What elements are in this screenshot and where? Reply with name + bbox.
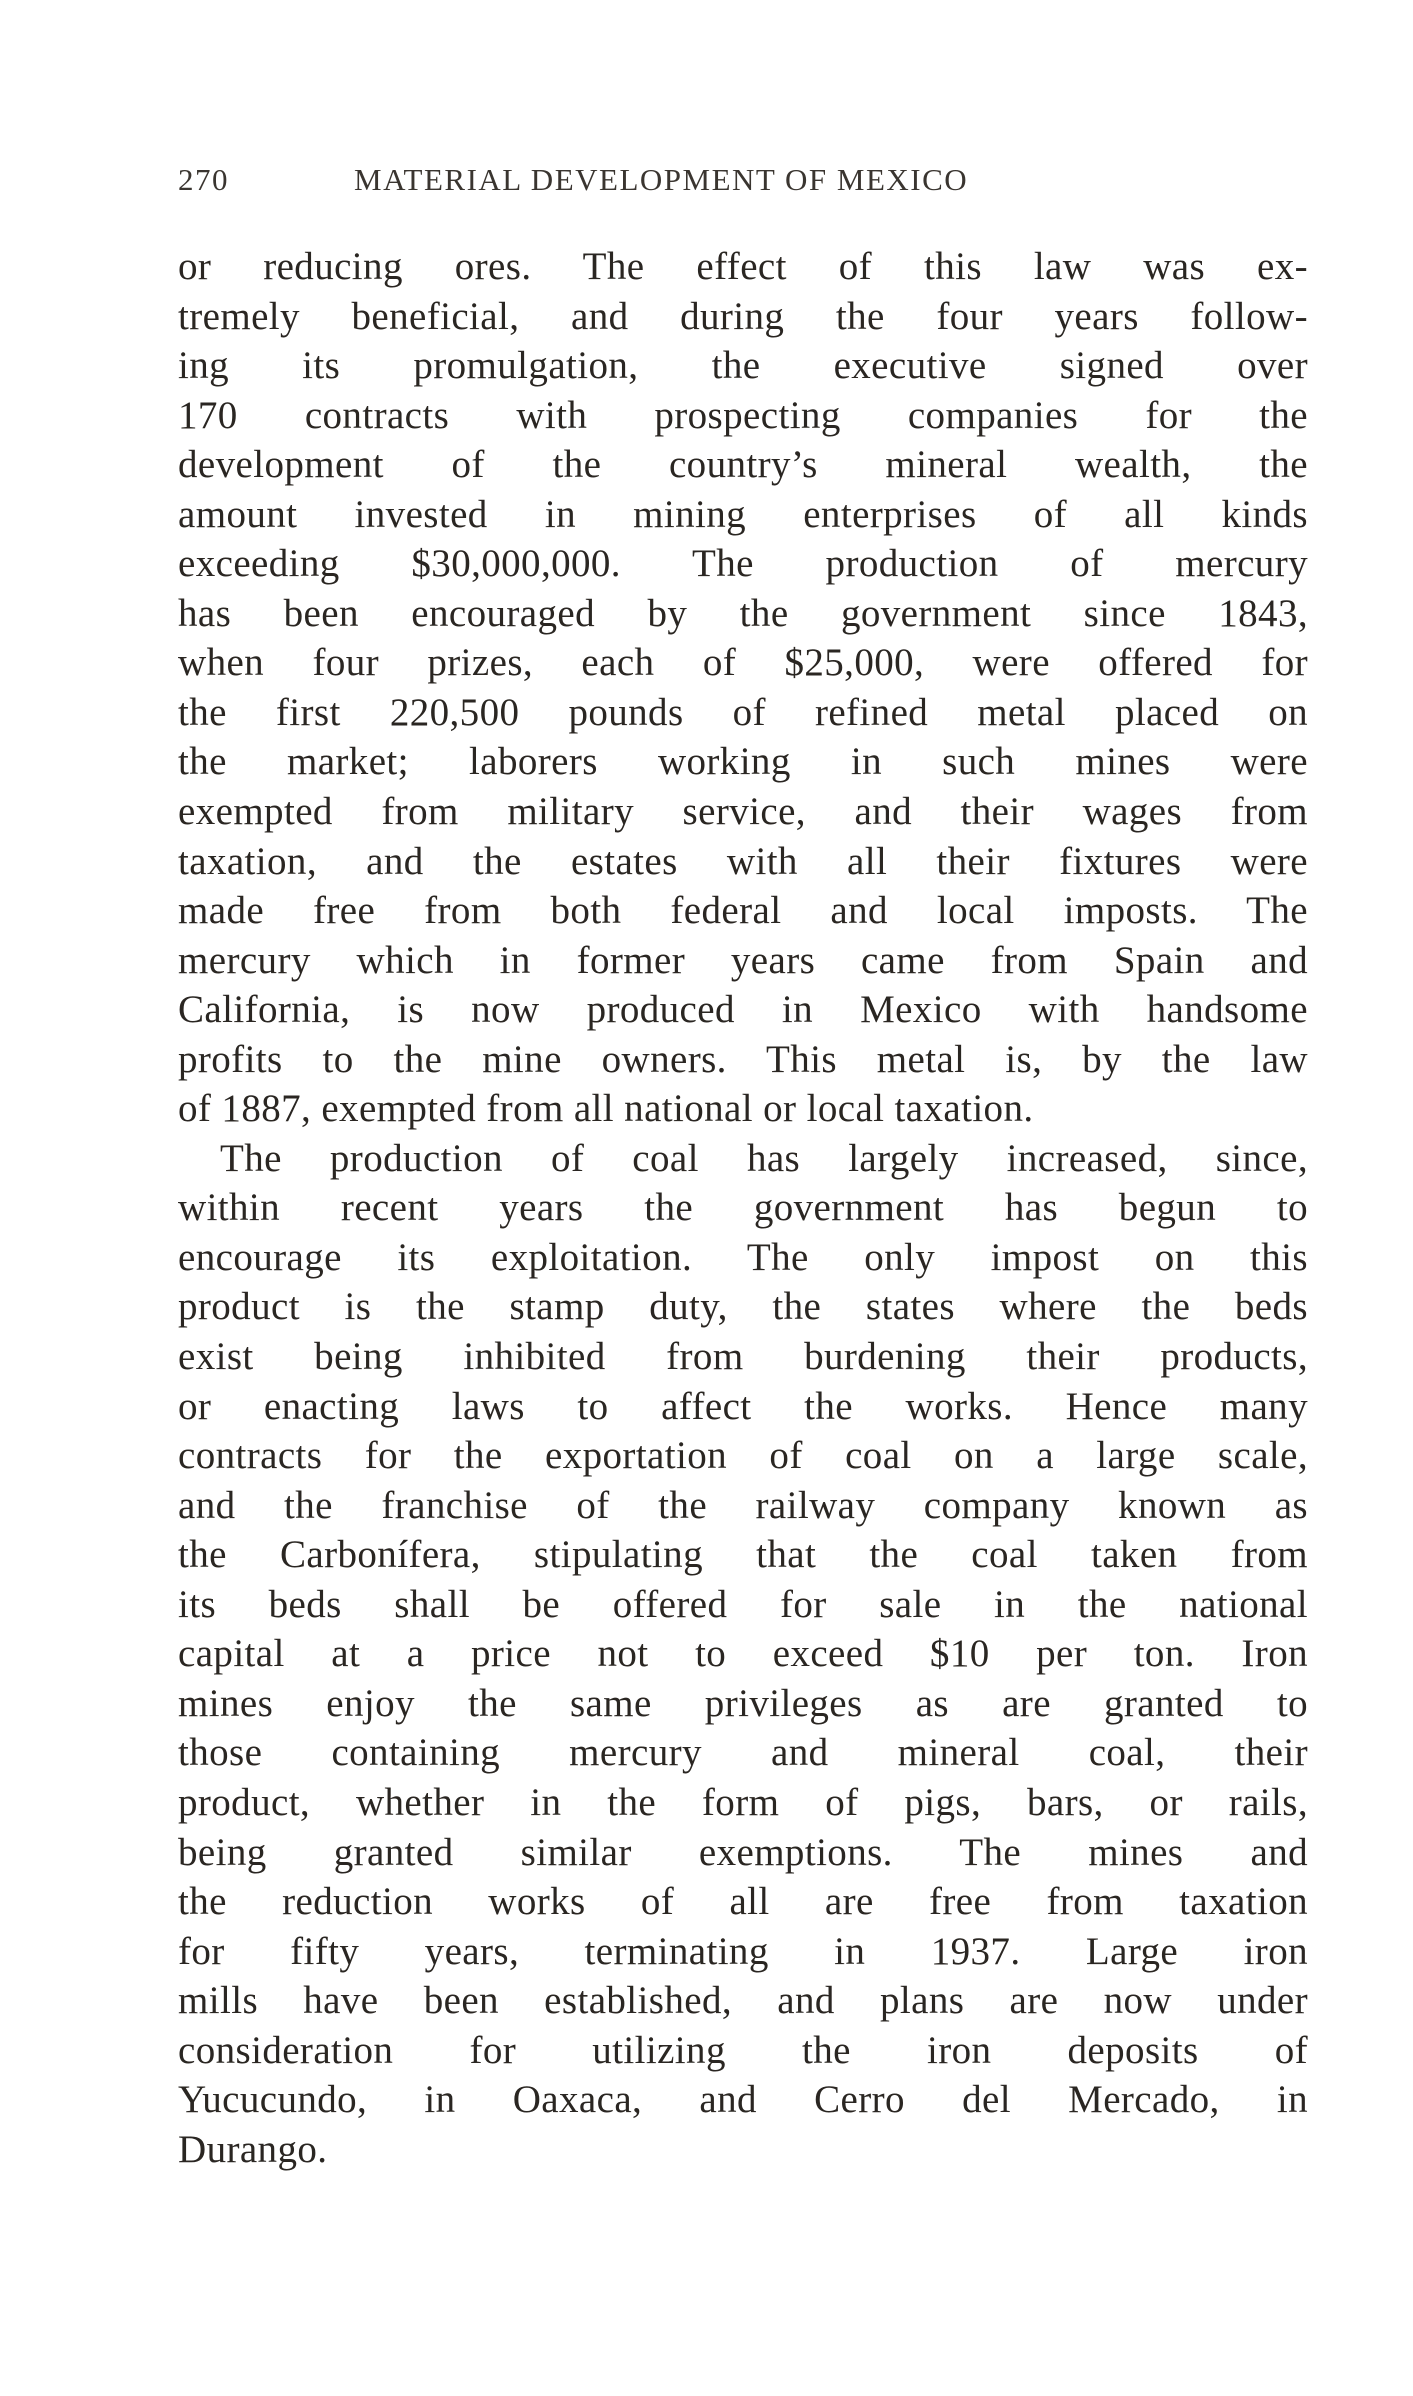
text-line: mills have been established, and plans are now under (178, 1979, 1308, 2023)
text-line: for fifty years, terminating in 1937. Large iron (178, 1929, 1308, 1973)
running-title: MATERIAL DEVELOPMENT OF MEXICO (354, 162, 969, 197)
text-line: contracts for the exportation of coal on a large scale, (178, 1434, 1308, 1478)
running-head (178, 162, 1308, 206)
text-line: the reduction works of all are free from taxation (178, 1880, 1308, 1924)
paragraph-start-line: The production of coal has largely increased, since, (220, 1136, 1308, 1180)
text-line: 170 contracts with prospecting companies for the (178, 393, 1308, 437)
text-line: taxation, and the estates with all their fixtures were (178, 839, 1308, 883)
text-line: exceeding $30,000,000. The production of mercury (178, 542, 1308, 586)
text-line: its beds shall be offered for sale in the national (178, 1582, 1308, 1626)
body-text (178, 242, 1308, 2174)
text-line: development of the country’s mineral wealth, the (178, 443, 1308, 487)
text-line: capital at a price not to exceed $10 per ton. Iron (178, 1632, 1308, 1676)
text-line: the market; laborers working in such mines were (178, 740, 1308, 784)
text-line: or reducing ores. The effect of this law was ex- (178, 245, 1308, 288)
text-line: or enacting laws to affect the works. Hence many (178, 1384, 1308, 1428)
text-line: the first 220,500 pounds of refined metal placed on (178, 690, 1308, 734)
text-line: and the franchise of the railway company known as (178, 1483, 1308, 1527)
text-line: made free from both federal and local imposts. The (178, 889, 1308, 933)
text-line: mercury which in former years came from Spain and (178, 938, 1308, 982)
text-line: those containing mercury and mineral coal, their (178, 1731, 1308, 1775)
page-number: 270 (178, 162, 229, 197)
text-line: has been encouraged by the government since 1843, (178, 591, 1308, 635)
text-line: amount invested in mining enterprises of all kinds (178, 492, 1308, 536)
text-line: mines enjoy the same privileges as are granted to (178, 1681, 1308, 1725)
text-line: tremely beneficial, and during the four years follow- (178, 294, 1308, 338)
text-line: encourage its exploitation. The only impost on this (178, 1235, 1308, 1279)
text-line: California, is now produced in Mexico with handsome (178, 988, 1308, 1032)
text-line: Yucucundo, in Oaxaca, and Cerro del Mercado, in (178, 2078, 1308, 2122)
text-line: of 1887, exempted from all national or local taxation. (178, 1087, 1034, 1131)
text-line: when four prizes, each of $25,000, were offered for (178, 641, 1308, 685)
text-line: ing its promulgation, the executive signed over (178, 344, 1308, 388)
text-line: being granted similar exemptions. The mines and (178, 1830, 1308, 1874)
text-line: Durango. (178, 2127, 328, 2171)
text-line: within recent years the government has begun to (178, 1186, 1308, 1230)
text-line: exempted from military service, and their wages from (178, 790, 1308, 834)
text-line: the Carbonífera, stipulating that the coal taken from (178, 1533, 1308, 1577)
text-line: product is the stamp duty, the states where the beds (178, 1285, 1308, 1329)
text-line: product, whether in the form of pigs, bars, or rails, (178, 1780, 1308, 1824)
text-line: profits to the mine owners. This metal is, by the law (178, 1037, 1308, 1081)
text-line: consideration for utilizing the iron deposits of (178, 2028, 1308, 2072)
text-line: exist being inhibited from burdening their products, (178, 1335, 1308, 1379)
